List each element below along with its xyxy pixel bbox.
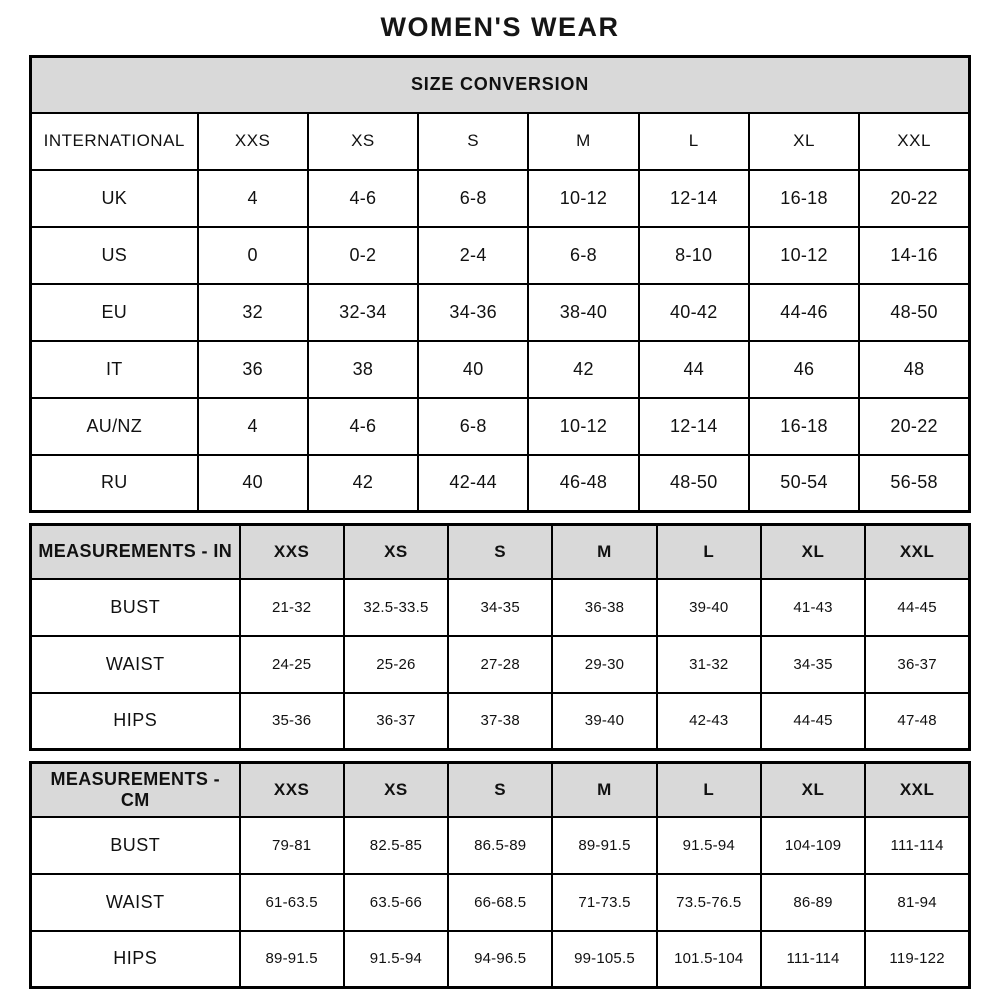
value-cell: 25-26 bbox=[344, 636, 448, 693]
value-cell: 63.5-66 bbox=[344, 874, 448, 931]
value-cell: 111-114 bbox=[761, 931, 865, 988]
value-cell: 10-12 bbox=[528, 398, 638, 455]
measurements-cm-label-header: MEASUREMENTS - CM bbox=[31, 763, 240, 817]
value-cell: 42-44 bbox=[418, 455, 528, 512]
value-cell: 36-37 bbox=[865, 636, 969, 693]
value-cell: 32 bbox=[198, 284, 308, 341]
value-cell: 27-28 bbox=[448, 636, 552, 693]
value-cell: 32-34 bbox=[308, 284, 418, 341]
value-cell: 38-40 bbox=[528, 284, 638, 341]
value-cell: 6-8 bbox=[528, 227, 638, 284]
value-cell: 20-22 bbox=[859, 398, 969, 455]
row-label: WAIST bbox=[31, 874, 240, 931]
row-label: BUST bbox=[31, 579, 240, 636]
value-cell: 34-35 bbox=[448, 579, 552, 636]
value-cell: 48 bbox=[859, 341, 969, 398]
value-cell: 2-4 bbox=[418, 227, 528, 284]
value-cell: 31-32 bbox=[657, 636, 761, 693]
value-cell: 48-50 bbox=[859, 284, 969, 341]
value-cell: 36-37 bbox=[344, 693, 448, 750]
table-row-us bbox=[31, 227, 970, 284]
value-cell: 34-36 bbox=[418, 284, 528, 341]
size-conversion-banner-row bbox=[31, 57, 970, 113]
value-cell: 89-91.5 bbox=[240, 931, 344, 988]
value-cell: 44-45 bbox=[761, 693, 865, 750]
table-row-hips bbox=[31, 931, 970, 988]
value-cell: 36-38 bbox=[552, 579, 656, 636]
value-cell: 44-46 bbox=[749, 284, 859, 341]
size-conversion-header-row bbox=[31, 113, 970, 170]
value-cell: 35-36 bbox=[240, 693, 344, 750]
value-cell: 86-89 bbox=[761, 874, 865, 931]
column-header-xxs: XXS bbox=[198, 113, 308, 170]
value-cell: 56-58 bbox=[859, 455, 969, 512]
column-header-l: L bbox=[639, 113, 749, 170]
value-cell: 42 bbox=[528, 341, 638, 398]
value-cell: 4-6 bbox=[308, 398, 418, 455]
value-cell: 42 bbox=[308, 455, 418, 512]
column-header-s: S bbox=[448, 763, 552, 817]
value-cell: 111-114 bbox=[865, 817, 969, 874]
value-cell: 46-48 bbox=[528, 455, 638, 512]
row-label: BUST bbox=[31, 817, 240, 874]
column-header-xs: XS bbox=[344, 763, 448, 817]
value-cell: 0 bbox=[198, 227, 308, 284]
value-cell: 91.5-94 bbox=[344, 931, 448, 988]
row-label: HIPS bbox=[31, 931, 240, 988]
value-cell: 79-81 bbox=[240, 817, 344, 874]
row-label: US bbox=[31, 227, 198, 284]
value-cell: 44 bbox=[639, 341, 749, 398]
value-cell: 40 bbox=[418, 341, 528, 398]
table-row-eu bbox=[31, 284, 970, 341]
measurements-in-table bbox=[29, 523, 971, 751]
table-row-it bbox=[31, 341, 970, 398]
table-row-bust bbox=[31, 579, 970, 636]
column-header-m: M bbox=[552, 763, 656, 817]
value-cell: 73.5-76.5 bbox=[657, 874, 761, 931]
column-header-s: S bbox=[418, 113, 528, 170]
value-cell: 94-96.5 bbox=[448, 931, 552, 988]
table-row-waist bbox=[31, 636, 970, 693]
value-cell: 40-42 bbox=[639, 284, 749, 341]
value-cell: 86.5-89 bbox=[448, 817, 552, 874]
row-label: RU bbox=[31, 455, 198, 512]
value-cell: 14-16 bbox=[859, 227, 969, 284]
column-header-xl: XL bbox=[761, 763, 865, 817]
row-label: AU/NZ bbox=[31, 398, 198, 455]
table-row-bust bbox=[31, 817, 970, 874]
column-header-m: M bbox=[552, 525, 656, 579]
table-row-au-nz bbox=[31, 398, 970, 455]
measurements-in-label-header: MEASUREMENTS - IN bbox=[31, 525, 240, 579]
size-conversion-label-header: INTERNATIONAL bbox=[31, 113, 198, 170]
column-header-xxl: XXL bbox=[865, 763, 969, 817]
value-cell: 4 bbox=[198, 170, 308, 227]
column-header-xxs: XXS bbox=[240, 763, 344, 817]
value-cell: 50-54 bbox=[749, 455, 859, 512]
value-cell: 38 bbox=[308, 341, 418, 398]
value-cell: 32.5-33.5 bbox=[344, 579, 448, 636]
value-cell: 36 bbox=[198, 341, 308, 398]
column-header-xxl: XXL bbox=[865, 525, 969, 579]
value-cell: 16-18 bbox=[749, 398, 859, 455]
page-title: WOMEN'S WEAR bbox=[380, 12, 620, 42]
value-cell: 12-14 bbox=[639, 170, 749, 227]
row-label: HIPS bbox=[31, 693, 240, 750]
measurements-in-header-row bbox=[31, 525, 970, 579]
column-header-xs: XS bbox=[344, 525, 448, 579]
value-cell: 99-105.5 bbox=[552, 931, 656, 988]
value-cell: 42-43 bbox=[657, 693, 761, 750]
column-header-s: S bbox=[448, 525, 552, 579]
value-cell: 104-109 bbox=[761, 817, 865, 874]
value-cell: 6-8 bbox=[418, 398, 528, 455]
column-header-xxl: XXL bbox=[859, 113, 969, 170]
value-cell: 8-10 bbox=[639, 227, 749, 284]
value-cell: 6-8 bbox=[418, 170, 528, 227]
table-row-hips bbox=[31, 693, 970, 750]
value-cell: 20-22 bbox=[859, 170, 969, 227]
value-cell: 16-18 bbox=[749, 170, 859, 227]
value-cell: 4 bbox=[198, 398, 308, 455]
value-cell: 66-68.5 bbox=[448, 874, 552, 931]
value-cell: 34-35 bbox=[761, 636, 865, 693]
column-header-xl: XL bbox=[761, 525, 865, 579]
value-cell: 29-30 bbox=[552, 636, 656, 693]
value-cell: 40 bbox=[198, 455, 308, 512]
value-cell: 89-91.5 bbox=[552, 817, 656, 874]
measurements-cm-header-row bbox=[31, 763, 970, 817]
table-row-waist bbox=[31, 874, 970, 931]
row-label: EU bbox=[31, 284, 198, 341]
value-cell: 41-43 bbox=[761, 579, 865, 636]
table-row-uk bbox=[31, 170, 970, 227]
value-cell: 4-6 bbox=[308, 170, 418, 227]
value-cell: 12-14 bbox=[639, 398, 749, 455]
column-header-m: M bbox=[528, 113, 638, 170]
value-cell: 10-12 bbox=[749, 227, 859, 284]
value-cell: 10-12 bbox=[528, 170, 638, 227]
value-cell: 101.5-104 bbox=[657, 931, 761, 988]
value-cell: 48-50 bbox=[639, 455, 749, 512]
value-cell: 46 bbox=[749, 341, 859, 398]
value-cell: 37-38 bbox=[448, 693, 552, 750]
row-label: UK bbox=[31, 170, 198, 227]
value-cell: 21-32 bbox=[240, 579, 344, 636]
table-row-ru bbox=[31, 455, 970, 512]
value-cell: 61-63.5 bbox=[240, 874, 344, 931]
value-cell: 82.5-85 bbox=[344, 817, 448, 874]
value-cell: 119-122 bbox=[865, 931, 969, 988]
size-conversion-table bbox=[29, 55, 971, 513]
value-cell: 24-25 bbox=[240, 636, 344, 693]
column-header-xl: XL bbox=[749, 113, 859, 170]
measurements-cm-table bbox=[29, 761, 971, 989]
size-conversion-banner: SIZE CONVERSION bbox=[31, 57, 970, 113]
column-header-xxs: XXS bbox=[240, 525, 344, 579]
value-cell: 47-48 bbox=[865, 693, 969, 750]
column-header-l: L bbox=[657, 525, 761, 579]
value-cell: 44-45 bbox=[865, 579, 969, 636]
value-cell: 39-40 bbox=[552, 693, 656, 750]
row-label: IT bbox=[31, 341, 198, 398]
column-header-xs: XS bbox=[308, 113, 418, 170]
value-cell: 39-40 bbox=[657, 579, 761, 636]
row-label: WAIST bbox=[31, 636, 240, 693]
value-cell: 81-94 bbox=[865, 874, 969, 931]
column-header-l: L bbox=[657, 763, 761, 817]
value-cell: 71-73.5 bbox=[552, 874, 656, 931]
value-cell: 91.5-94 bbox=[657, 817, 761, 874]
value-cell: 0-2 bbox=[308, 227, 418, 284]
